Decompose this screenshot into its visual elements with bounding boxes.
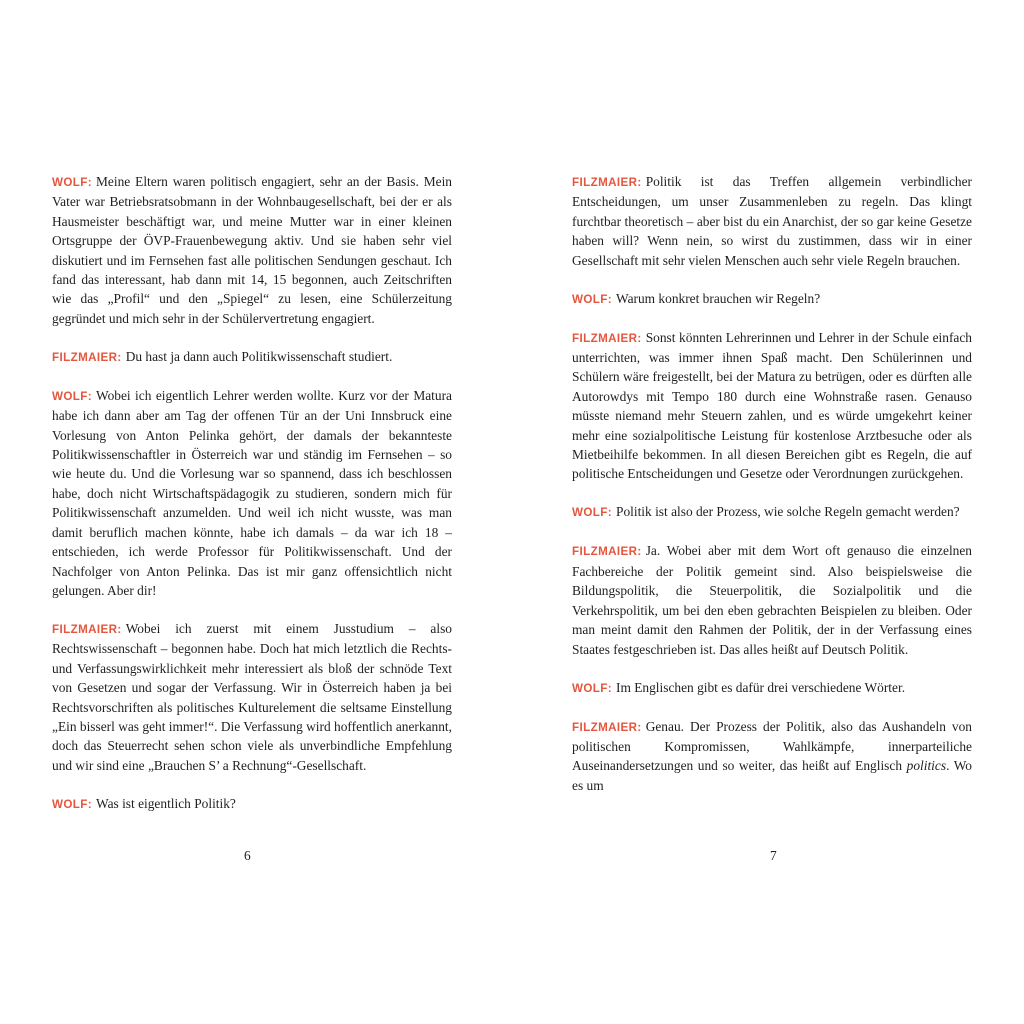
speaker-label: WOLF: — [52, 176, 92, 189]
speaker-label: WOLF: — [572, 506, 612, 520]
speaker-label: FILZMAIER: — [572, 176, 642, 189]
dialogue-paragraph — [572, 678, 972, 698]
paragraph-tail: . Wo es um — [572, 758, 972, 793]
paragraph-text: Warum konkret brauchen wir Regeln? — [616, 290, 821, 306]
paragraph-text: Genau. Der Prozess der Politik, also das Aushandeln von politischen Kompromissen, Wahlkämpfe, innerparteiliche Auseinandersetzungen und so weiter, das heißt auf Englisch — [572, 718, 972, 774]
dialogue-paragraph — [52, 386, 452, 600]
paragraph-text: Meine Eltern waren politisch engagiert, sehr an der Basis. Mein Vater war Betriebsratsobmann in der Wohnbaugesellschaft, bei der er als Hausmeister beschäftigt war, und meine Mutter war in einer kleinen Ortsgruppe der ÖVP-Frauenbewegung aktiv. Und sie haben sehr viel diskutiert und im Fernsehen fast alle politischen Sendungen geschaut. Ich fand das interessant, hab dann mit 14, 15 begonnen, auch Zeitschriften wie das „Profil“ und den „Spiegel“ zu lesen, eine Schülerzeitung gegründet und mich sehr in der Schülervertretung engagiert. — [52, 174, 452, 326]
speaker-label: FILZMAIER: — [52, 350, 122, 364]
paragraph-text: Wobei ich zuerst mit einem Jusstudium – also Rechtswissenschaft – begonnen habe. Doch hat mich letztlich die Rechts- und Verfassungswirklichkeit mehr interessiert als bloß der schnöde Text von Gesetzen und sogar der Verfassung. Wir in Österreich haben ja bei Rechtsvorschriften als politisches Kulturelement die seltsame Einstellung „Ein bisserl was geht immer!“. Die Verfassung wird hoffentlich anerkannt, doch das Steuerrecht sehen schon viele als unverbindliche Empfehlung und wir sind eine „Brauchen S’ a Rechnung“-Gesellschaft. — [52, 620, 452, 773]
dialogue-paragraph — [572, 289, 972, 309]
dialogue-paragraph — [572, 172, 972, 270]
paragraph-text: Politik ist das Treffen allgemein verbindlicher Entscheidungen, um unser Zusammenleben zu regeln. Das klingt furchtbar theoretisch – aber bist du ein Anarchist, der so gar keine Gesetze haben will? Wenn nein, so wirst du zustimmen, dass wir in einer Gesellschaft mit sehr vielen Menschen auch sehr viele Regeln brauchen. — [572, 174, 972, 268]
paragraph-text: Wobei ich eigentlich Lehrer werden wollte. Kurz vor der Matura habe ich dann aber am Tag der offenen Tür an der Uni Innsbruck eine Vorlesung von Anton Pelinka gehört, der damals der bekannteste Politikwissenschaftler in Österreich war und ständig im Fernsehen – so wie heute du. Und die Vorlesung war so spannend, dass ich beschlossen habe, doch nicht Wirtschaftspädagogik zu studieren, sondern mich für Politikwissenschaft anzumelden. Und weil ich nicht wusste, was man damit beruflich machen könnte, habe ich damals – da war ich 18 – entschieden, ich werde Professor für Politikwissenschaft. Und der Nachfolger von Anton Pelinka. Das ist mir ganz offensichtlich nicht gelungen. Aber dir! — [52, 387, 452, 598]
speaker-label: WOLF: — [52, 797, 92, 811]
dialogue-paragraph — [52, 347, 452, 367]
speaker-label: WOLF: — [572, 681, 612, 695]
page-number-left: 6 — [244, 848, 251, 863]
paragraph-text: Politik ist also der Prozess, wie solche Regeln gemacht werden? — [616, 504, 960, 520]
dialogue-paragraph — [572, 717, 972, 796]
right-page — [572, 172, 972, 814]
dialogue-paragraph — [52, 172, 452, 328]
speaker-label: FILZMAIER: — [52, 622, 122, 636]
speaker-label: WOLF: — [572, 292, 612, 306]
italic-term: politics — [906, 758, 947, 774]
speaker-label: FILZMAIER: — [572, 720, 642, 734]
dialogue-paragraph — [52, 619, 452, 775]
dialogue-paragraph — [572, 502, 972, 522]
paragraph-text: Du hast ja dann auch Politikwissenschaft studiert. — [125, 348, 393, 364]
paragraph-text: Im Englischen gibt es dafür drei verschiedene Wörter. — [616, 679, 906, 695]
speaker-label: FILZMAIER: — [572, 331, 642, 345]
page-number-right: 7 — [770, 848, 777, 863]
speaker-label: FILZMAIER: — [572, 545, 642, 559]
dialogue-paragraph — [52, 794, 452, 814]
paragraph-text: Was ist eigentlich Politik? — [96, 795, 236, 811]
dialogue-paragraph — [572, 541, 972, 658]
left-page — [52, 172, 452, 833]
dialogue-paragraph — [572, 328, 972, 484]
paragraph-text: Ja. Wobei aber mit dem Wort oft genauso die einzelnen Fachbereiche der Politik gemeint sind. Also beispielsweise die Bildungspolitik, die Steuerpolitik, die Sozialpolitik und die Verkehrspolitik, um bei den eben gebrachten Beispielen zu bleiben. Oder man meint damit den Rahmen der Politik, der in der Verfassung eines Staates festgeschrieben ist. Das alles heißt auf Deutsch Politik. — [572, 543, 972, 657]
speaker-label: WOLF: — [52, 389, 92, 403]
paragraph-text: Sonst könnten Lehrerinnen und Lehrer in der Schule einfach unterrichten, was immer ihnen Spaß macht. Den Schülerinnen und Schülern wäre freigestellt, bei der Matura zu betrügen, oder es dürften alle Autorowdys mit Tempo 180 durch eine Wohnstraße rasen. Genauso müsste niemand mehr Steuern zahlen, und es würde umgekehrt keiner mehr eine sozialpolitische Leistung für kostenlose Arztbesuche oder als Mietbeihilfe bekommen. In all diesen Bereichen gibt es Regeln, die auf politische Entscheidungen und Gesetze oder Verordnungen zurückgehen. — [572, 329, 972, 482]
